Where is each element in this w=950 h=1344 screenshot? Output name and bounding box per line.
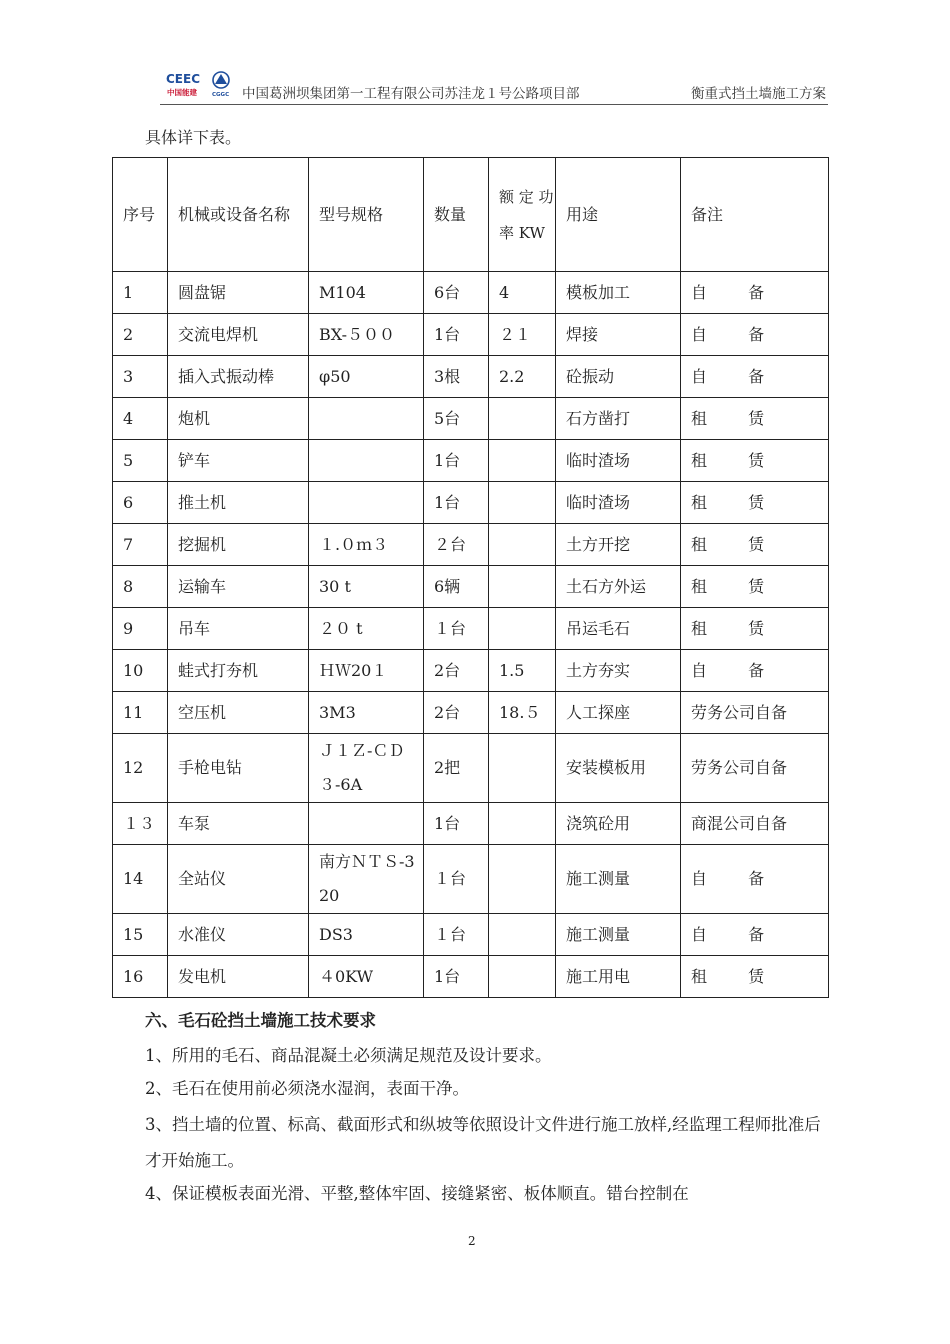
equipment-table [112,157,829,998]
cell-qty: １台 [424,845,489,914]
cell-power: 1.5 [489,650,556,692]
cell-no: 12 [113,734,168,803]
header-model: 型号规格 [309,158,424,272]
table-row [113,440,829,482]
company-logo [166,70,232,100]
cell-use: 砼振动 [556,356,681,398]
cell-use: 土方开挖 [556,524,681,566]
cell-qty: 6辆 [424,566,489,608]
cell-use: 浇筑砼用 [556,803,681,845]
header-name: 机械或设备名称 [168,158,309,272]
requirement-3: 3、挡土墙的位置、标高、截面形式和纵坡等依照设计文件进行施工放样,经监理工程师批准后才开始施工。 [145,1115,821,1170]
cell-qty: １台 [424,608,489,650]
cell-qty: 6台 [424,272,489,314]
cell-model [309,482,424,524]
cell-note: 商混公司自备 [681,803,829,845]
cell-name: 炮机 [168,398,309,440]
cell-use: 施工测量 [556,914,681,956]
cell-name: 全站仪 [168,845,309,914]
cell-name: 推土机 [168,482,309,524]
cell-model [309,440,424,482]
cell-no: 4 [113,398,168,440]
requirement-2: 2、毛石在使用前必须浇水湿润，表面干净。 [145,1079,469,1098]
intro-text: 具体详下表。 [145,128,242,147]
table-row [113,566,829,608]
cell-model: M104 [309,272,424,314]
cell-power [489,398,556,440]
cell-power [489,734,556,803]
table-row [113,692,829,734]
cell-no: 2 [113,314,168,356]
cell-name: 铲车 [168,440,309,482]
cell-name: 空压机 [168,692,309,734]
cell-name: 吊车 [168,608,309,650]
table-row [113,608,829,650]
cell-note: 自 备 [681,314,829,356]
cell-no: 16 [113,956,168,998]
cell-qty: １台 [424,914,489,956]
cell-power [489,524,556,566]
cell-model: ＨＷ20１ [309,650,424,692]
cell-model: 30 t [309,566,424,608]
cell-no: 1 [113,272,168,314]
cell-model: Ｊ１Ｚ-ＣＤ３-6A [309,734,424,803]
table-row [113,803,829,845]
table-row [113,356,829,398]
cell-use: 施工测量 [556,845,681,914]
cell-note: 租 赁 [681,398,829,440]
cell-qty: 1台 [424,314,489,356]
cell-note: 自 备 [681,845,829,914]
cell-use: 土方夯实 [556,650,681,692]
cell-power [489,803,556,845]
cell-qty: 1台 [424,482,489,524]
cell-name: 交流电焊机 [168,314,309,356]
cell-name: 圆盘锯 [168,272,309,314]
header-company: 中国葛洲坝集团第一工程有限公司苏洼龙１号公路项目部 [242,86,580,102]
cell-qty: 1台 [424,803,489,845]
cell-name: 水准仪 [168,914,309,956]
cell-qty: ２台 [424,524,489,566]
cell-power [489,566,556,608]
cell-note: 租 赁 [681,440,829,482]
cell-use: 临时渣场 [556,440,681,482]
header-use: 用途 [556,158,681,272]
cell-power: ２１ [489,314,556,356]
cell-no: 14 [113,845,168,914]
cell-name: 蛙式打夯机 [168,650,309,692]
cell-qty: 1台 [424,440,489,482]
cell-power: 4 [489,272,556,314]
table-row [113,272,829,314]
logo-text-cggc: CGGC [212,92,230,98]
table-row [113,482,829,524]
page-number: 2 [468,1234,476,1248]
cell-note: 租 赁 [681,566,829,608]
cell-use: 施工用电 [556,956,681,998]
table-row [113,398,829,440]
cell-no: 10 [113,650,168,692]
cell-note: 劳务公司自备 [681,734,829,803]
cell-use: 模板加工 [556,272,681,314]
logo-text-cn: 中国能建 [167,88,197,97]
cell-model: 南方ＮＴＳ-320 [309,845,424,914]
cell-note: 自 备 [681,272,829,314]
header-no: 序号 [113,158,168,272]
cell-qty: 5台 [424,398,489,440]
cell-use: 吊运毛石 [556,608,681,650]
requirement-4: 4、保证模板表面光滑、平整,整体牢固、接缝紧密、板体顺直。错台控制在 [145,1184,689,1203]
logo-text-ceec: CEEC [166,72,201,86]
cell-model: DS3 [309,914,424,956]
requirement-1: 1、所用的毛石、商品混凝土必须满足规范及设计要求。 [145,1046,552,1065]
cell-note: 租 赁 [681,524,829,566]
table-row [113,914,829,956]
page-header [160,64,828,105]
cell-name: 挖掘机 [168,524,309,566]
cell-note: 劳务公司自备 [681,692,829,734]
cell-power [489,914,556,956]
cell-note: 自 备 [681,356,829,398]
header-note: 备注 [681,158,829,272]
cell-use: 石方凿打 [556,398,681,440]
cell-qty: 3根 [424,356,489,398]
cell-qty: 2把 [424,734,489,803]
cell-qty: 2台 [424,692,489,734]
cell-no: 15 [113,914,168,956]
cell-power: 18.５ [489,692,556,734]
cell-note: 租 赁 [681,608,829,650]
cell-name: 运输车 [168,566,309,608]
cell-name: 手枪电钻 [168,734,309,803]
cell-power: 2.2 [489,356,556,398]
cell-no: 6 [113,482,168,524]
cell-power [489,956,556,998]
cell-no: 3 [113,356,168,398]
cell-power [489,845,556,914]
cell-no: 5 [113,440,168,482]
table-row [113,734,829,803]
cell-note: 自 备 [681,650,829,692]
cell-model [309,398,424,440]
cell-name: 插入式振动棒 [168,356,309,398]
table-header-row [113,158,829,272]
cell-name: 车泵 [168,803,309,845]
table-row [113,650,829,692]
cell-no: １３ [113,803,168,845]
cell-no: 11 [113,692,168,734]
header-doc-title: 衡重式挡土墙施工方案 [691,86,826,102]
header-qty: 数量 [424,158,489,272]
header-power: 额 定 功 率 KW [489,158,556,272]
cell-use: 安装模板用 [556,734,681,803]
table-row [113,845,829,914]
cell-name: 发电机 [168,956,309,998]
cell-note: 自 备 [681,914,829,956]
table-row [113,956,829,998]
cell-qty: 2台 [424,650,489,692]
cell-model [309,803,424,845]
section-title: 六、毛石砼挡土墙施工技术要求 [145,1011,376,1030]
cell-model: ２０ t [309,608,424,650]
cell-no: 9 [113,608,168,650]
cell-power [489,440,556,482]
cell-power [489,482,556,524]
cell-qty: 1台 [424,956,489,998]
cell-note: 租 赁 [681,482,829,524]
cell-model: ４0KW [309,956,424,998]
cell-use: 土石方外运 [556,566,681,608]
cell-no: 7 [113,524,168,566]
cell-model: φ50 [309,356,424,398]
cell-note: 租 赁 [681,956,829,998]
cell-no: 8 [113,566,168,608]
cell-model: BX-５００ [309,314,424,356]
cell-model: １.０ｍ３ [309,524,424,566]
cell-power [489,608,556,650]
table-row [113,314,829,356]
cell-use: 人工探座 [556,692,681,734]
cell-use: 焊接 [556,314,681,356]
cell-use: 临时渣场 [556,482,681,524]
table-row [113,524,829,566]
cell-model: 3M3 [309,692,424,734]
